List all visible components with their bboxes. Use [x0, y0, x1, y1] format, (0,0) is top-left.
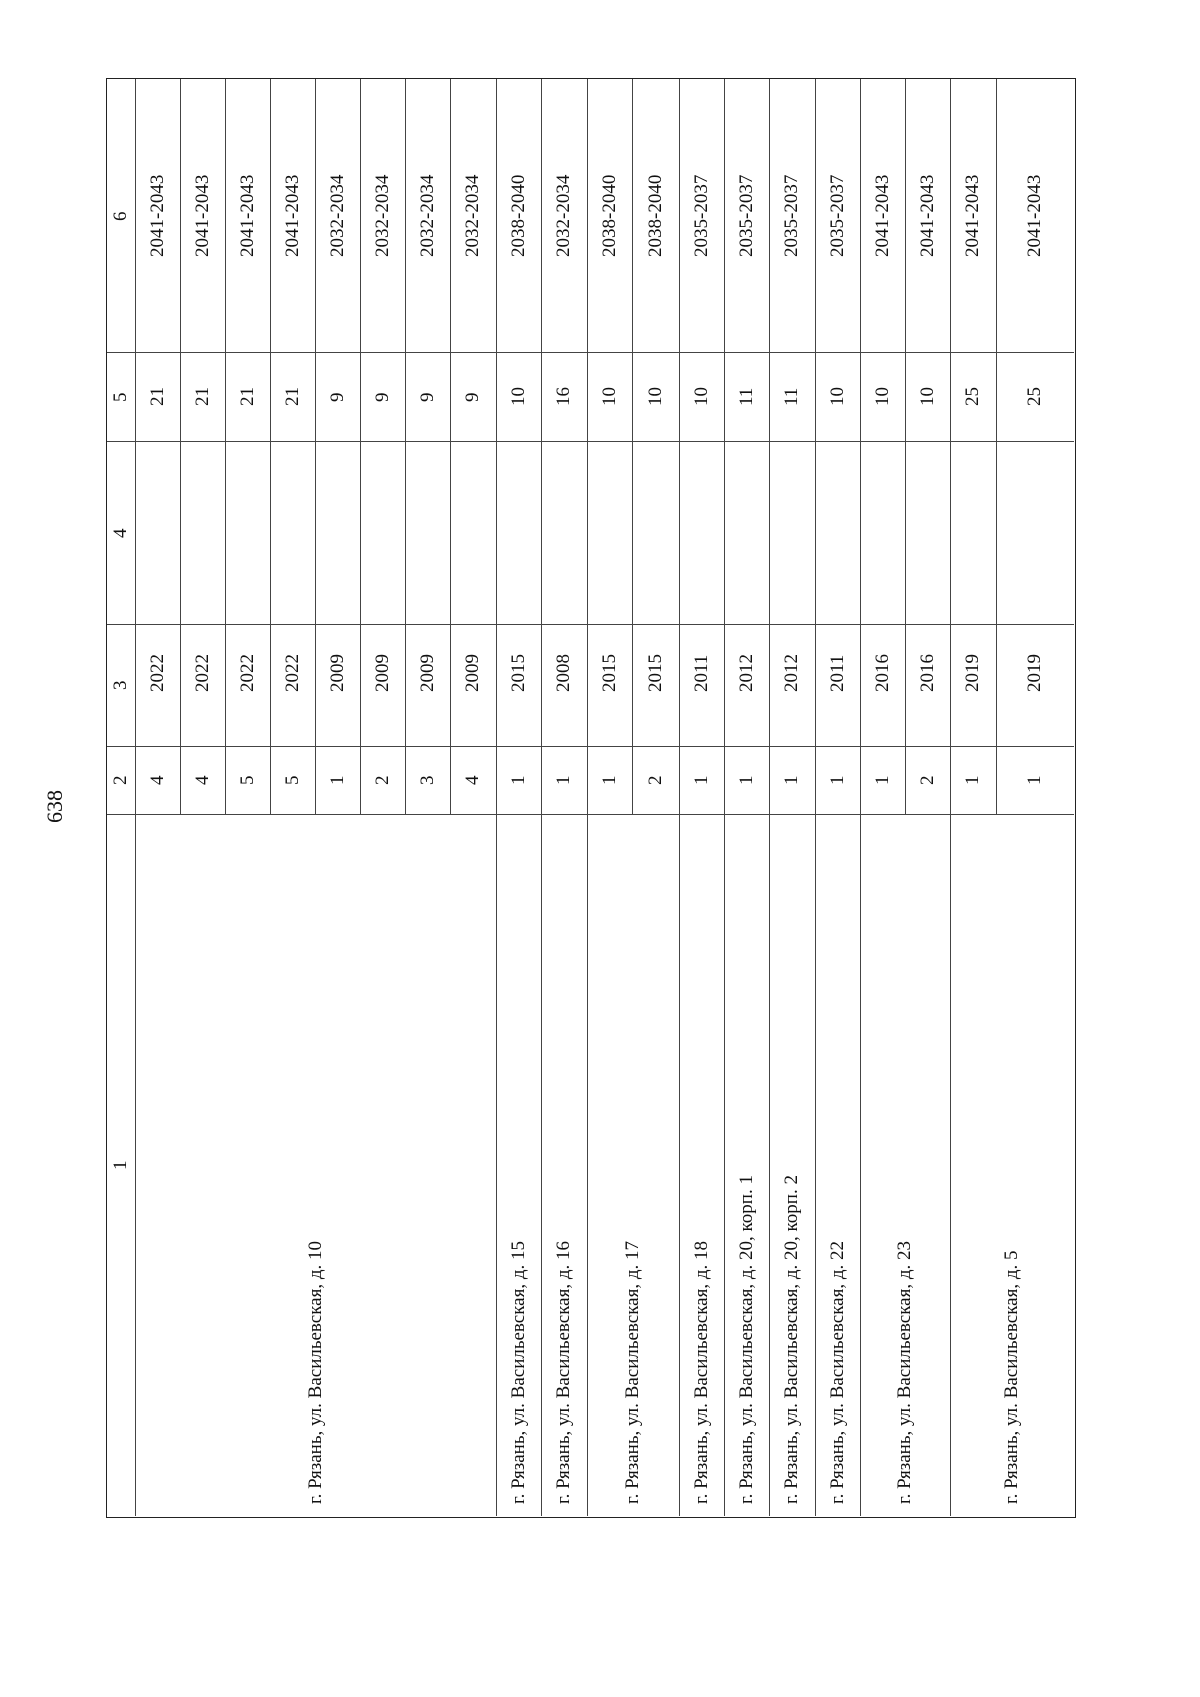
table-cell: 2009	[462, 654, 483, 692]
table-cell: 1	[326, 775, 348, 785]
row-divider	[587, 79, 588, 814]
table-cell: 1	[962, 775, 983, 785]
table-cell: 2022	[191, 654, 213, 692]
address-group-divider	[541, 814, 542, 1516]
table-cell: 2038-2040	[507, 174, 529, 257]
column-divider	[107, 352, 1074, 353]
table-cell: 2	[371, 775, 393, 785]
table-cell: 2041-2043	[146, 174, 168, 257]
table-cell: 11	[735, 387, 757, 406]
address-cell: г. Рязань, ул. Васильевская, д. 22	[826, 1240, 848, 1504]
table-cell: 2041-2043	[236, 174, 258, 257]
row-divider	[180, 79, 181, 814]
table-cell: 2038-2040	[644, 174, 666, 257]
address-group-divider	[679, 814, 680, 1516]
table-cell: 10	[598, 387, 620, 406]
table-cell: 4	[462, 775, 483, 785]
table-cell: 11	[781, 387, 802, 406]
table-cell: 2016	[916, 654, 938, 692]
row-divider	[270, 79, 271, 814]
row-divider	[815, 79, 816, 814]
table-cell: 10	[644, 387, 666, 406]
table-cell: 2041-2043	[191, 174, 213, 257]
table-cell: 1	[826, 775, 848, 785]
row-divider	[225, 79, 226, 814]
column-header: 6	[110, 211, 131, 221]
table-cell: 2041-2043	[1024, 174, 1045, 257]
row-divider	[679, 79, 680, 814]
table-cell: 2	[644, 775, 666, 785]
table-cell: 10	[871, 387, 893, 406]
address-cell: г. Рязань, ул. Васильевская, д. 15	[507, 1240, 529, 1504]
table-cell: 2032-2034	[326, 174, 348, 257]
column-header: 1	[110, 1160, 131, 1170]
table-cell: 25	[962, 387, 983, 406]
table-cell: 2035-2037	[826, 174, 848, 257]
row-divider	[496, 79, 497, 814]
row-divider	[360, 79, 361, 814]
table-cell: 2035-2037	[735, 174, 757, 257]
table-cell: 16	[553, 387, 574, 406]
address-group-divider	[860, 814, 861, 1516]
table-cell: 21	[146, 387, 168, 406]
table-cell: 21	[191, 387, 213, 406]
table-cell: 2022	[146, 654, 168, 692]
table-cell: 21	[281, 387, 303, 406]
page-number: 638	[42, 790, 67, 823]
column-divider	[107, 441, 1074, 442]
address-group-divider	[769, 814, 770, 1516]
column-header: 4	[110, 528, 131, 538]
row-divider	[315, 79, 316, 814]
table-cell: 1	[507, 775, 529, 785]
address-cell: г. Рязань, ул. Васильевская, д. 10	[304, 1240, 326, 1504]
table-cell: 1	[735, 775, 757, 785]
table-cell: 10	[690, 387, 712, 406]
address-group-divider	[950, 814, 951, 1516]
row-divider	[905, 79, 906, 814]
table-cell: 5	[281, 775, 303, 785]
table-cell: 2015	[644, 654, 666, 692]
table-cell: 2038-2040	[598, 174, 620, 257]
table-cell: 10	[916, 387, 938, 406]
table-cell: 2009	[371, 654, 393, 692]
table-cell: 21	[236, 387, 258, 406]
table-cell: 5	[236, 775, 258, 785]
table-cell: 2009	[326, 654, 348, 692]
row-divider	[724, 79, 725, 814]
column-header: 5	[110, 392, 131, 402]
address-cell: г. Рязань, ул. Васильевская, д. 16	[553, 1240, 574, 1504]
data-table	[106, 78, 1076, 1518]
address-cell: г. Рязань, ул. Васильевская, д. 20, корп. 2	[781, 1175, 802, 1504]
row-divider	[769, 79, 770, 814]
table-cell: 10	[507, 387, 529, 406]
table-cell: 9	[416, 392, 438, 402]
column-divider	[107, 814, 1074, 815]
table-cell: 2041-2043	[871, 174, 893, 257]
row-divider	[450, 79, 451, 814]
table-cell: 4	[146, 775, 168, 785]
address-cell: г. Рязань, ул. Васильевская, д. 17	[622, 1240, 643, 1504]
table-cell: 2015	[507, 654, 529, 692]
table-cell: 9	[326, 392, 348, 402]
table-cell: 2012	[735, 654, 757, 692]
address-group-divider	[815, 814, 816, 1516]
table-cell: 9	[462, 392, 483, 402]
header-divider	[135, 79, 136, 1516]
table-cell: 2035-2037	[781, 174, 802, 257]
row-divider	[996, 79, 997, 814]
table-cell: 9	[371, 392, 393, 402]
column-header: 3	[110, 680, 131, 690]
address-group-divider	[724, 814, 725, 1516]
table-cell: 25	[1024, 387, 1045, 406]
table-cell: 1	[690, 775, 712, 785]
row-divider	[632, 79, 633, 814]
table-cell: 1	[598, 775, 620, 785]
table-cell: 2008	[553, 654, 574, 692]
address-group-divider	[496, 814, 497, 1516]
address-cell: г. Рязань, ул. Васильевская, д. 23	[894, 1240, 915, 1504]
column-header: 2	[110, 775, 131, 785]
table-cell: 2011	[690, 654, 712, 692]
table-cell: 2041-2043	[962, 174, 983, 257]
table-cell: 2015	[598, 654, 620, 692]
table-cell: 2022	[281, 654, 303, 692]
table-cell: 2019	[962, 654, 983, 692]
column-divider	[107, 624, 1074, 625]
table-cell: 2032-2034	[553, 174, 574, 257]
column-divider	[107, 746, 1074, 747]
address-cell: г. Рязань, ул. Васильевская, д. 18	[690, 1240, 712, 1504]
address-cell: г. Рязань, ул. Васильевская, д. 20, корп. 1	[735, 1175, 757, 1504]
table-cell: 2022	[236, 654, 258, 692]
table-cell: 1	[781, 775, 802, 785]
table-cell: 2032-2034	[371, 174, 393, 257]
table-cell: 1	[1024, 775, 1045, 785]
table-cell: 2011	[826, 654, 848, 692]
table-cell: 2041-2043	[281, 174, 303, 257]
table-cell: 2009	[416, 654, 438, 692]
table-cell: 4	[191, 775, 213, 785]
row-divider	[541, 79, 542, 814]
row-divider	[950, 79, 951, 814]
table-cell: 2	[916, 775, 938, 785]
table-cell: 1	[553, 775, 574, 785]
table-cell: 2041-2043	[916, 174, 938, 257]
row-divider	[405, 79, 406, 814]
row-divider	[860, 79, 861, 814]
table-cell: 2019	[1024, 654, 1045, 692]
address-cell: г. Рязань, ул. Васильевская, д. 5	[1001, 1250, 1022, 1504]
table-cell: 2032-2034	[462, 174, 483, 257]
table-cell: 10	[826, 387, 848, 406]
address-group-divider	[587, 814, 588, 1516]
table-cell: 1	[871, 775, 893, 785]
table-cell: 2012	[781, 654, 802, 692]
table-cell: 3	[416, 775, 438, 785]
table-cell: 2035-2037	[690, 174, 712, 257]
table-cell: 2032-2034	[416, 174, 438, 257]
table-cell: 2016	[871, 654, 893, 692]
